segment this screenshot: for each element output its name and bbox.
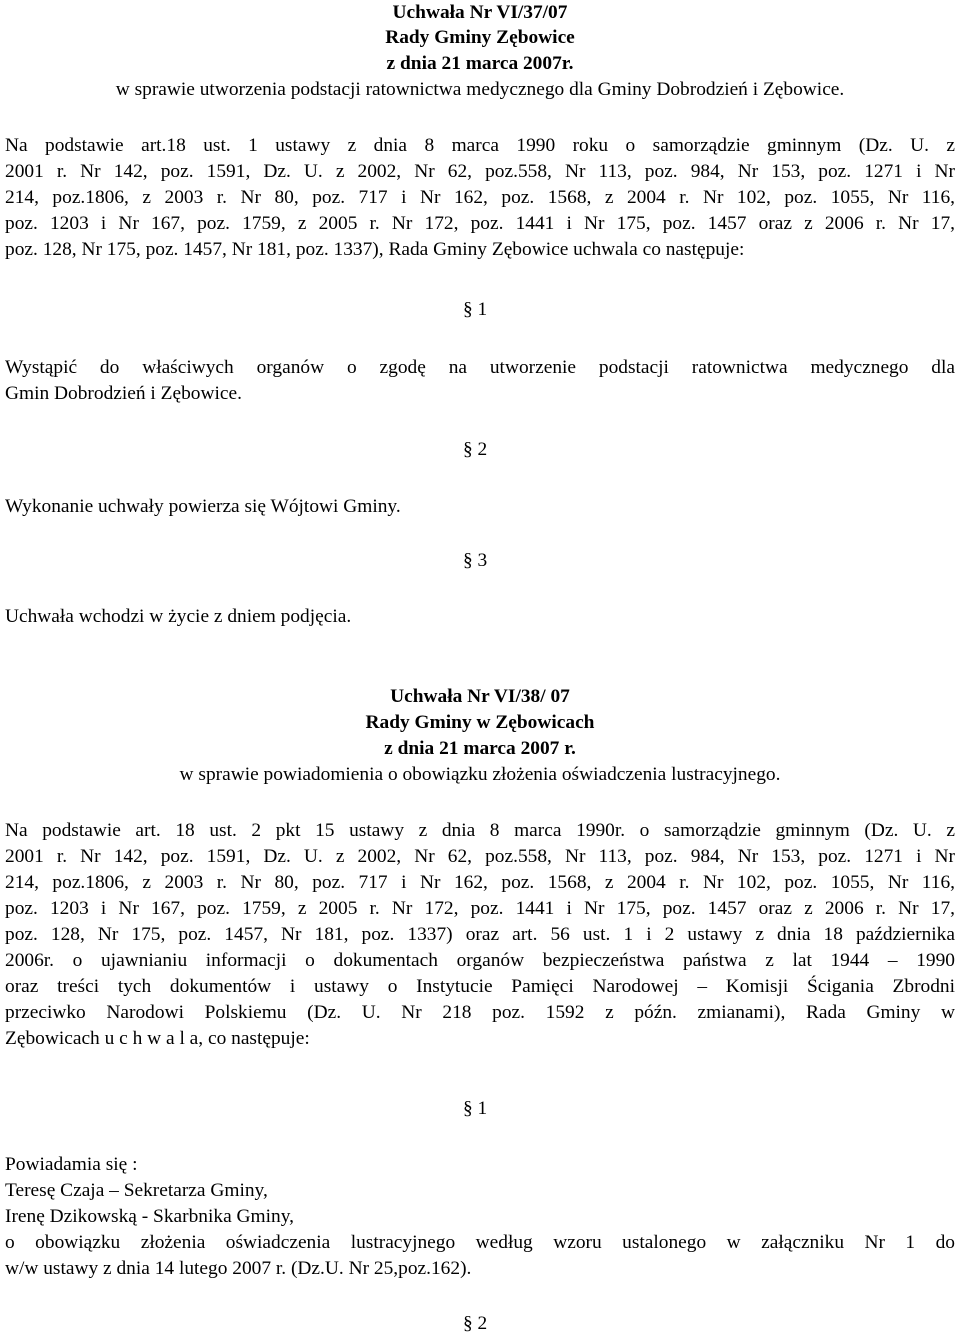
resolution-1-section-2-mark: § 2 [463, 439, 488, 460]
resolution-2-section-1-text: Teresę Czaja – Sekretarza Gminy, [5, 1180, 268, 1201]
resolution-1-council: Rady Gminy Zębowice [385, 27, 575, 48]
resolution-2-preamble-line: przeciwko Narodowi Polskiemu (Dz. U. Nr 218 poz. 1592 z późn. zmianami), Rada Gminy w [5, 1002, 955, 1023]
resolution-2-preamble-line: Zębowicach u c h w a l a, co następuje: [5, 1028, 310, 1049]
resolution-2-preamble-line: 214, poz.1806, z 2003 r. Nr 80, poz. 717 i Nr 162, poz. 1568, z 2004 r. Nr 102, poz. 1055, Nr 116, [5, 872, 955, 893]
resolution-1-preamble-line: Na podstawie art.18 ust. 1 ustawy z dnia 8 marca 1990 roku o samorządzie gminnym (Dz. U. z [5, 135, 955, 156]
resolution-1-preamble-line: poz. 128, Nr 175, poz. 1457, Nr 181, poz. 1337), Rada Gminy Zębowice uchwala co następuje: [5, 239, 745, 260]
resolution-2-section-1-text: o obowiązku złożenia oświadczenia lustracyjnego według wzoru ustalonego w załączniku Nr 1 do [5, 1232, 955, 1253]
resolution-1-title: Uchwała Nr VI/37/07 [392, 2, 568, 23]
resolution-1-preamble-line: poz. 1203 i Nr 167, poz. 1759, z 2005 r. Nr 172, poz. 1441 i Nr 175, poz. 1457 oraz z 2006 r. Nr 17, [5, 213, 955, 234]
resolution-1-section-1-mark: § 1 [463, 299, 488, 320]
resolution-2-section-2-mark: § 2 [463, 1313, 488, 1334]
resolution-1-subject: w sprawie utworzenia podstacji ratownictwa medycznego dla Gminy Dobrodzień i Zębowice. [115, 79, 845, 100]
resolution-2-preamble-line: Na podstawie art. 18 ust. 2 pkt 15 ustawy z dnia 8 marca 1990r. o samorządzie gminnym (Dz. U. z [5, 820, 955, 841]
resolution-2-subject: w sprawie powiadomienia o obowiązku złożenia oświadczenia lustracyjnego. [179, 764, 781, 785]
resolution-2-preamble-line: 2001 r. Nr 142, poz. 1591, Dz. U. z 2002, Nr 62, poz.558, Nr 113, poz. 984, Nr 153, poz. 1271 i Nr [5, 846, 955, 867]
resolution-2-section-1-text: w/w ustawy z dnia 14 lutego 2007 r. (Dz.U. Nr 25,poz.162). [5, 1258, 472, 1279]
resolution-2-date: z dnia 21 marca 2007 r. [384, 738, 576, 759]
resolution-1-section-1-text: Wystąpić do właściwych organów o zgodę na utworzenie podstacji ratownictwa medycznego dla [5, 357, 955, 378]
resolution-2-section-1-text: Powiadamia się : [5, 1154, 138, 1175]
resolution-2-title: Uchwała Nr VI/38/ 07 [390, 686, 570, 707]
resolution-2-section-1-text: Irenę Dzikowską - Skarbnika Gminy, [5, 1206, 294, 1227]
resolution-2-section-1-mark: § 1 [463, 1098, 488, 1119]
resolution-1-section-1-text: Gmin Dobrodzień i Zębowice. [5, 383, 242, 404]
resolution-2-preamble-line: 2006r. o ujawnianiu informacji o dokumentach organów bezpieczeństwa państwa z lat 1944 – 1990 [5, 950, 955, 971]
resolution-1-date: z dnia 21 marca 2007r. [386, 53, 574, 74]
resolution-1-section-3-text: Uchwała wchodzi w życie z dniem podjęcia. [5, 606, 352, 627]
resolution-2-council: Rady Gminy w Zębowicach [365, 712, 595, 733]
resolution-2-preamble-line: poz. 1203 i Nr 167, poz. 1759, z 2005 r. Nr 172, poz. 1441 i Nr 175, poz. 1457 oraz z 2006 r. Nr 17, [5, 898, 955, 919]
resolution-1-preamble-line: 2001 r. Nr 142, poz. 1591, Dz. U. z 2002, Nr 62, poz.558, Nr 113, poz. 984, Nr 153, poz. 1271 i Nr [5, 161, 955, 182]
resolution-2-preamble-line: poz. 128, Nr 175, poz. 1457, Nr 181, poz. 1337) oraz art. 56 ust. 1 i 2 ustawy z dnia 18 października [5, 924, 955, 945]
resolution-2-preamble-line: oraz treści tych dokumentów i ustawy o Instytucie Pamięci Narodowej – Komisji Ścigania Zbrodni [5, 976, 955, 997]
resolution-1-preamble-line: 214, poz.1806, z 2003 r. Nr 80, poz. 717 i Nr 162, poz. 1568, z 2004 r. Nr 102, poz. 1055, Nr 116, [5, 187, 955, 208]
resolution-1-section-2-text: Wykonanie uchwały powierza się Wójtowi Gminy. [5, 496, 401, 517]
resolution-1-section-3-mark: § 3 [463, 550, 488, 571]
